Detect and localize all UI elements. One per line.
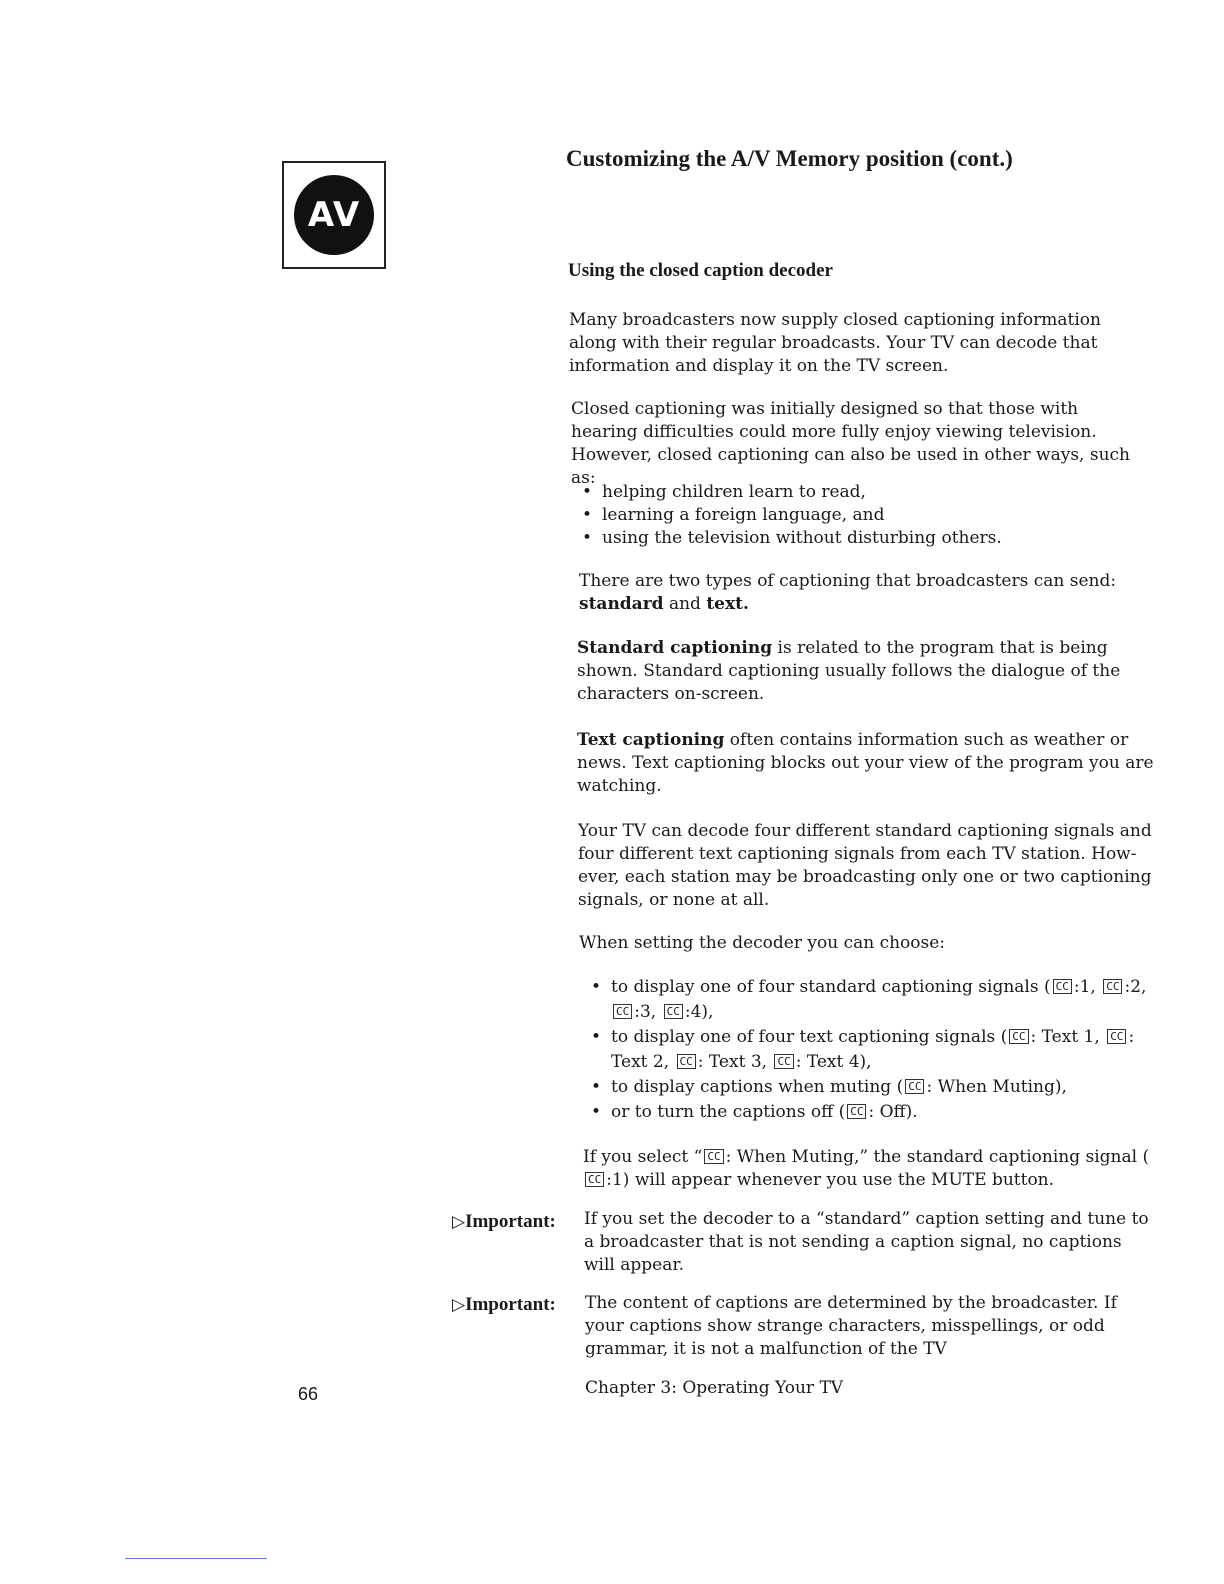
cc-icon: CC <box>677 1054 696 1069</box>
triangle-icon: ▷ <box>452 1212 466 1231</box>
important-label <box>452 1294 556 1316</box>
list-item <box>587 975 1165 1025</box>
option-text: : When Muting), <box>926 1077 1067 1097</box>
section-title: Using the closed caption decoder <box>568 260 833 281</box>
muting-text: : When Muting,” the standard captioning signal ( <box>725 1147 1150 1167</box>
important-note-2: The content of captions are determined by the broadcaster. If your captions show strange characters, misspellings, or odd grammar, it is not a malfunction of the TV <box>585 1293 1117 1359</box>
list-item <box>587 1075 1165 1100</box>
option-text: : Text 3, <box>697 1052 768 1072</box>
cc-icon: CC <box>1103 979 1122 994</box>
list-item: • learning a foreign language, and <box>578 504 1156 527</box>
important-label-text: Important: <box>465 1294 556 1315</box>
important-note-1: If you set the decoder to a “standard” caption setting and tune to a broadcaster that is not sending a caption signal, no captions will appear. <box>584 1209 1149 1275</box>
option-text: : Off). <box>868 1102 918 1122</box>
cc-icon: CC <box>1009 1029 1028 1044</box>
muting-text: If you select “ <box>583 1147 703 1167</box>
av-logo-box <box>282 161 386 269</box>
cc-icon: CC <box>664 1004 683 1019</box>
cc-icon: CC <box>1053 979 1072 994</box>
options-list <box>587 975 1165 1125</box>
option-text: : Text 4), <box>795 1052 872 1072</box>
list-item <box>587 1025 1165 1075</box>
paragraph-standard-captioning <box>577 637 1155 706</box>
triangle-icon: ▷ <box>452 1295 466 1314</box>
cc-icon: CC <box>704 1149 723 1164</box>
list-item: • using the television without disturbing others. <box>578 527 1156 550</box>
option-text: : Text 2, <box>611 1027 1135 1072</box>
important-label <box>452 1211 556 1233</box>
paragraph-when-muting <box>583 1146 1161 1192</box>
option-text: to display one of four text captioning signals ( <box>611 1027 1008 1047</box>
text-captioning-text: often contains information such as weather or news. Text captioning blocks out your view of the program you are watching. <box>577 730 1154 796</box>
cc-icon: CC <box>613 1004 632 1019</box>
paragraph-text-captioning <box>577 729 1155 798</box>
standard-captioning-term: Standard captioning <box>577 638 773 658</box>
types-standard: standard <box>579 594 664 614</box>
cc-icon: CC <box>1107 1029 1126 1044</box>
paragraph-intro: Many broadcasters now supply closed captioning information along with their regular broadcasts. Your TV can decode that information and display it on the TV screen. <box>569 310 1101 376</box>
option-text: or to turn the captions off ( <box>611 1102 846 1122</box>
av-logo-text: AV <box>307 195 361 235</box>
uses-list <box>578 481 1156 550</box>
cc-icon: CC <box>905 1079 924 1094</box>
option-text: :1, <box>1073 977 1096 997</box>
av-icon <box>294 175 374 255</box>
option-text: to display one of four standard captioning signals ( <box>611 977 1051 997</box>
paragraph-types <box>579 570 1157 616</box>
list-item <box>587 1100 1165 1125</box>
paragraph-history: Closed captioning was initially designed so that those with hearing difficulties could more fully enjoy viewing television. However, closed captioning can also be used in other ways, such as: <box>571 399 1130 488</box>
chapter-footer: Chapter 3: Operating Your TV <box>585 1378 844 1398</box>
page-number: 66 <box>298 1384 319 1404</box>
text-captioning-term: Text captioning <box>577 730 725 750</box>
page-title: Customizing the A/V Memory position (cont.) <box>566 146 1013 171</box>
types-text: There are two types of captioning that broadcasters can send: <box>579 571 1117 591</box>
option-text: :2, <box>1124 977 1147 997</box>
list-item: • helping children learn to read, <box>578 481 1156 504</box>
standard-captioning-text: is related to the program that is being shown. Standard captioning usually follows the dialogue of the characters on-screen. <box>577 638 1121 704</box>
muting-text: :1) will appear whenever you use the MUTE button. <box>606 1170 1055 1190</box>
cc-icon: CC <box>774 1054 793 1069</box>
paragraph-decode-signals: Your TV can decode four different standard captioning signals and four different text captioning signals from each TV station. How-ever, each station may be broadcasting only one or two captioning signals, or none at all. <box>578 821 1152 910</box>
paragraph-choose: When setting the decoder you can choose: <box>579 933 946 953</box>
option-text: : Text 1, <box>1030 1027 1100 1047</box>
option-text: to display captions when muting ( <box>611 1077 904 1097</box>
footer-divider <box>125 1558 267 1559</box>
option-text: :4), <box>684 1002 714 1022</box>
types-and: and <box>668 594 701 614</box>
important-label-text: Important: <box>465 1211 556 1232</box>
cc-icon: CC <box>847 1104 866 1119</box>
types-text-label: text. <box>706 594 749 614</box>
option-text: :3, <box>634 1002 657 1022</box>
cc-icon: CC <box>585 1172 604 1187</box>
